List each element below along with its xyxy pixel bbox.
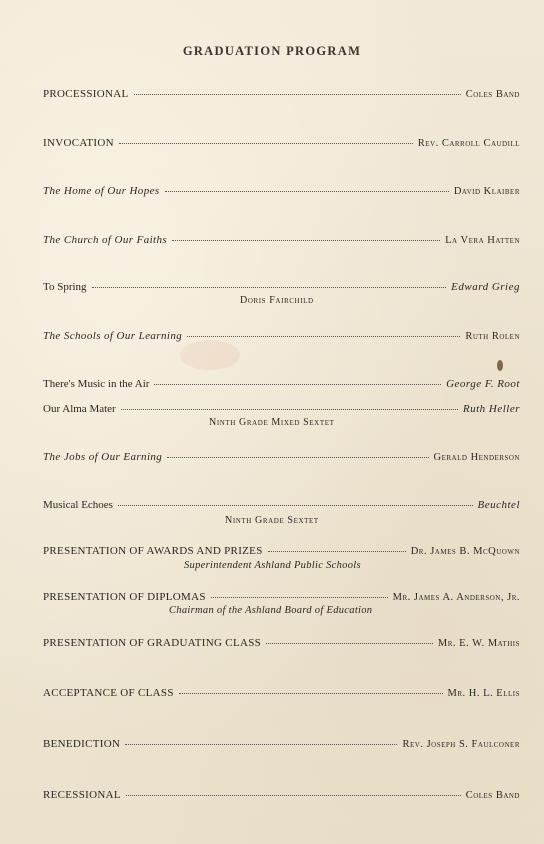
item-performer: Rev. Carroll Caudill <box>417 138 520 149</box>
program-item-diplomas <box>43 591 520 604</box>
dot-leader <box>266 643 433 644</box>
dot-leader <box>125 744 397 745</box>
item-performer: Gerald Henderson <box>433 452 520 463</box>
page-title: GRADUATION PROGRAM <box>182 44 362 58</box>
item-performer: Coles Band <box>465 89 520 100</box>
item-title: RECESSIONAL <box>43 789 121 801</box>
program-item-graduating-class <box>43 637 520 650</box>
item-title: There's Music in the Air <box>43 378 150 390</box>
item-title: The Jobs of Our Earning <box>43 451 163 463</box>
item-title: PRESENTATION OF AWARDS AND PRIZES <box>43 545 263 557</box>
item-performer: Rev. Joseph S. Faulconer <box>402 739 520 750</box>
item-performer: Mr. H. L. Ellis <box>447 688 520 699</box>
item-composer: Edward Grieg <box>451 281 520 293</box>
dot-leader <box>134 94 461 95</box>
item-title: The Schools of Our Learning <box>43 330 183 342</box>
item-subtitle: Ninth Grade Sextet <box>225 515 319 526</box>
stain <box>180 340 240 370</box>
item-performer: Coles Band <box>465 790 520 801</box>
dot-leader <box>118 505 473 506</box>
item-performer: David Klaiber <box>453 186 520 197</box>
item-subtitle: Chairman of the Ashland Board of Education <box>169 605 373 616</box>
item-performer: Mr. James A. Anderson, Jr. <box>392 592 520 603</box>
dot-leader <box>268 551 406 552</box>
dot-leader <box>92 287 447 288</box>
dot-leader <box>165 191 449 192</box>
program-item-awards <box>43 545 520 558</box>
program-item-invocation <box>43 137 520 150</box>
item-composer: Ruth Heller <box>462 403 520 415</box>
program-item-home <box>43 185 520 198</box>
item-subtitle: Doris Fairchild <box>240 295 314 306</box>
program-item-alma-mater <box>43 403 520 416</box>
program-item-musical-echoes <box>43 499 520 512</box>
item-title: PRESENTATION OF DIPLOMAS <box>43 591 206 603</box>
dot-leader <box>126 795 461 796</box>
dot-leader <box>211 597 388 598</box>
dot-leader <box>187 336 460 337</box>
item-title: Musical Echoes <box>43 499 113 511</box>
item-title: INVOCATION <box>43 137 114 149</box>
program-item-schools <box>43 330 520 343</box>
item-composer: Beuchtel <box>477 499 520 511</box>
program-item-recessional <box>43 789 520 802</box>
program-item-benediction <box>43 738 520 751</box>
dot-leader <box>154 384 441 385</box>
item-title: To Spring <box>43 281 87 293</box>
ink-spot <box>497 360 503 371</box>
program-item-processional <box>43 88 520 101</box>
program-item-to-spring <box>43 281 520 294</box>
dot-leader <box>172 240 440 241</box>
item-title: PRESENTATION OF GRADUATING CLASS <box>43 637 262 649</box>
item-title: The Church of Our Faiths <box>43 234 168 246</box>
item-subtitle: Ninth Grade Mixed Sextet <box>209 417 335 428</box>
program-item-jobs <box>43 451 520 464</box>
item-performer: Mr. E. W. Mathis <box>437 638 520 649</box>
item-title: BENEDICTION <box>43 738 121 750</box>
item-subtitle: Superintendent Ashland Public Schools <box>184 560 361 571</box>
item-title: Our Alma Mater <box>43 403 116 415</box>
dot-leader <box>179 693 443 694</box>
dot-leader <box>121 409 458 410</box>
item-performer: Ruth Rolen <box>465 331 520 342</box>
program-item-church <box>43 234 520 247</box>
program-item-acceptance <box>43 687 520 700</box>
program-item-music-in-air <box>43 378 520 391</box>
item-title: The Home of Our Hopes <box>43 185 160 197</box>
dot-leader <box>119 143 413 144</box>
item-performer: La Vera Hatten <box>445 235 520 246</box>
item-composer: George F. Root <box>446 378 520 390</box>
item-title: ACCEPTANCE OF CLASS <box>43 687 174 699</box>
item-title: PROCESSIONAL <box>43 88 129 100</box>
dot-leader <box>167 457 428 458</box>
item-performer: Dr. James B. McQuown <box>410 546 520 557</box>
